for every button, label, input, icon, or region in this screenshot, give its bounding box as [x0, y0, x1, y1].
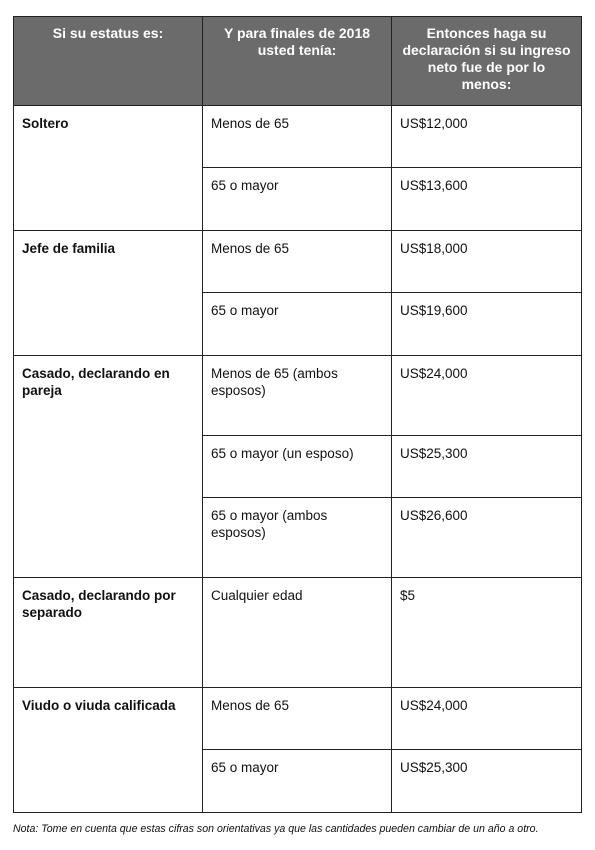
age-cell: Menos de 65	[203, 688, 392, 750]
income-cell: US$19,600	[392, 293, 582, 356]
status-cell: Viudo o viuda calificada	[14, 688, 203, 813]
table-row	[14, 356, 582, 436]
table-row	[14, 106, 582, 168]
status-cell: Jefe de familia	[14, 231, 203, 356]
income-cell: US$12,000	[392, 106, 582, 168]
header-status: Si su estatus es:	[14, 17, 203, 106]
income-cell: US$24,000	[392, 356, 582, 436]
age-cell: Menos de 65	[203, 106, 392, 168]
status-cell: Casado, declarando en pareja	[14, 356, 203, 578]
age-cell: 65 o mayor	[203, 750, 392, 813]
table-row	[14, 231, 582, 293]
income-cell: US$25,300	[392, 750, 582, 813]
status-cell: Soltero	[14, 106, 203, 231]
income-cell: US$25,300	[392, 436, 582, 498]
header-age: Y para finales de 2018 usted tenía:	[203, 17, 392, 106]
income-cell: US$18,000	[392, 231, 582, 293]
income-cell: US$24,000	[392, 688, 582, 750]
status-cell: Casado, declarando por separado	[14, 578, 203, 688]
filing-requirements-table	[13, 16, 582, 813]
age-cell: 65 o mayor	[203, 293, 392, 356]
income-cell: US$13,600	[392, 168, 582, 231]
footnote: Nota: Tome en cuenta que estas cifras son orientativas ya que las cantidades pueden cambiar de un año a otro.	[13, 823, 539, 835]
header-row	[14, 17, 582, 106]
income-cell: US$26,600	[392, 498, 582, 578]
header-income: Entonces haga su declaración si su ingreso neto fue de por lo menos:	[392, 17, 582, 106]
age-cell: Cualquier edad	[203, 578, 392, 688]
age-cell: Menos de 65 (ambos esposos)	[203, 356, 392, 436]
age-cell: Menos de 65	[203, 231, 392, 293]
age-cell: 65 o mayor (un esposo)	[203, 436, 392, 498]
age-cell: 65 o mayor (ambos esposos)	[203, 498, 392, 578]
income-cell: $5	[392, 578, 582, 688]
age-cell: 65 o mayor	[203, 168, 392, 231]
table-row	[14, 578, 582, 688]
table-row	[14, 688, 582, 750]
